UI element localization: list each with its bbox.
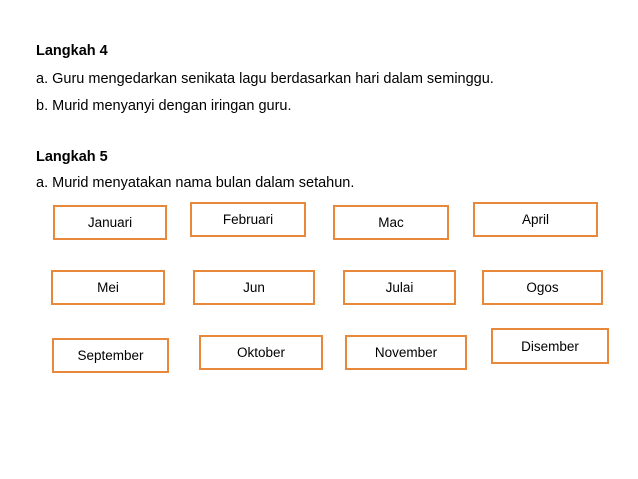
month-box-mac: Mac <box>333 205 449 240</box>
month-box-ogos: Ogos <box>482 270 603 305</box>
month-box-jun: Jun <box>193 270 315 305</box>
step5-heading: Langkah 5 <box>36 149 108 165</box>
month-box-april: April <box>473 202 598 237</box>
step4-line-b: b. Murid menyanyi dengan iringan guru. <box>36 98 292 114</box>
month-box-februari: Februari <box>190 202 306 237</box>
month-box-oktober: Oktober <box>199 335 323 370</box>
month-box-september: September <box>52 338 169 373</box>
step5-line-a: a. Murid menyatakan nama bulan dalam setahun. <box>36 175 355 191</box>
step4-line-a: a. Guru mengedarkan senikata lagu berdasarkan hari dalam seminggu. <box>36 71 494 87</box>
month-box-julai: Julai <box>343 270 456 305</box>
month-box-januari: Januari <box>53 205 167 240</box>
month-box-november: November <box>345 335 467 370</box>
step4-heading: Langkah 4 <box>36 43 108 59</box>
month-box-disember: Disember <box>491 328 609 364</box>
month-box-mei: Mei <box>51 270 165 305</box>
